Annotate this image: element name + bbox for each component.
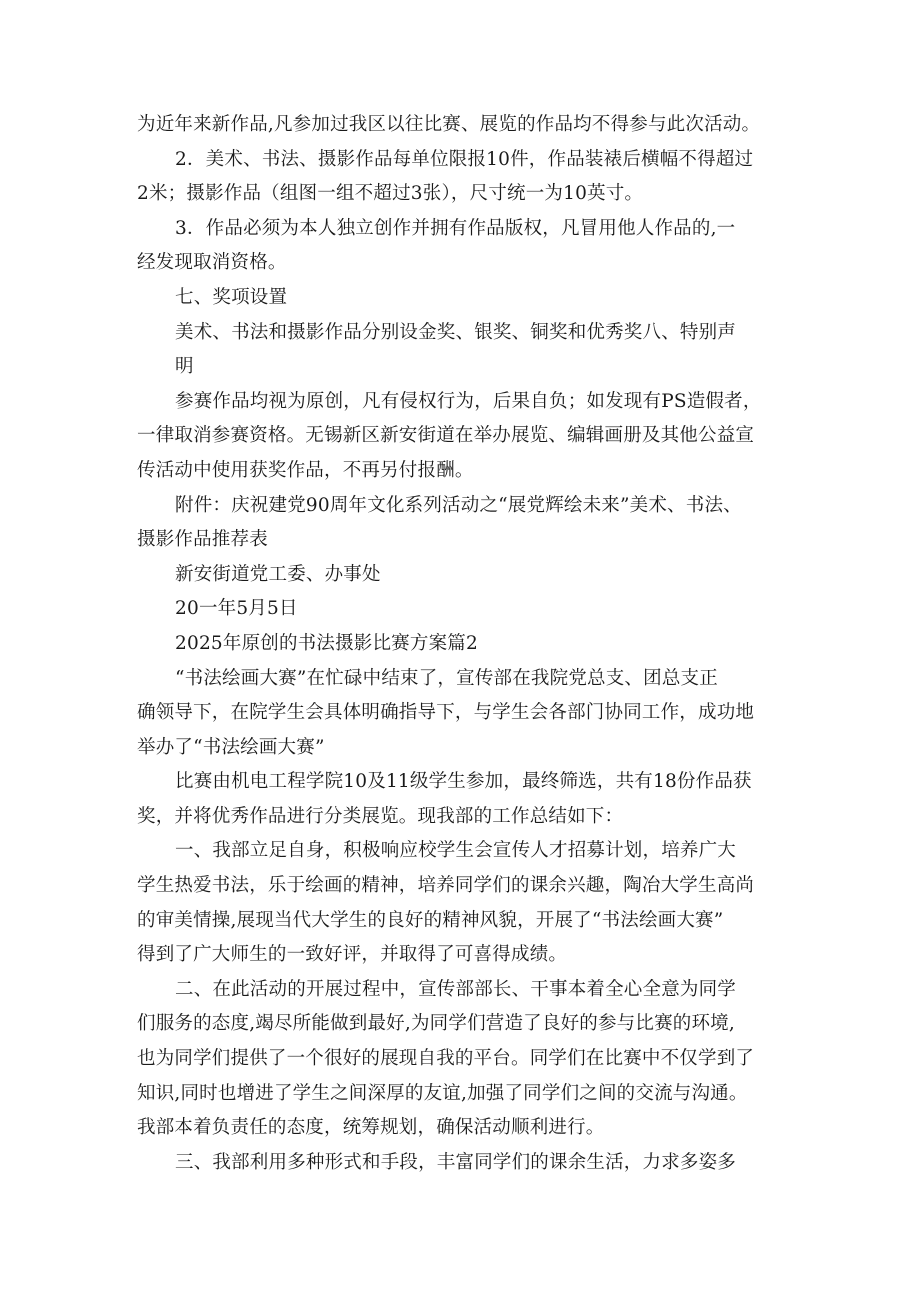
text-line: 二、在此活动的开展过程中，宣传部部长、干事本着全心全意为同学 xyxy=(175,978,737,1000)
text-line: 的审美情操,展现当代大学生的良好的精神风貌，开展了“书法绘画大赛” xyxy=(137,909,724,931)
text-line: 我部本着负责任的态度，统筹规划，确保活动顺利进行。 xyxy=(137,1117,605,1139)
text-line: 2025年原创的书法摄影比赛方案篇2 xyxy=(175,632,478,654)
text-line: 奖，并将优秀作品进行分类展览。现我部的工作总结如下： xyxy=(137,805,624,827)
text-line: 摄影作品推荐表 xyxy=(137,529,268,551)
text-line: 一、我部立足自身，积极响应校学生会宣传人才招募计划，培养广大 xyxy=(175,840,737,862)
text-line: 得到了广大师生的一致好评，并取得了可喜得成绩。 xyxy=(137,944,568,966)
text-line: 学生热爱书法，乐于绘画的精神，培养同学们的课余兴趣，陶冶大学生高尚 xyxy=(137,875,755,897)
text-line: 三、我部利用多种形式和手段，丰富同学们的课余生活，力求多姿多 xyxy=(175,1151,737,1173)
document-page xyxy=(137,108,797,1180)
text-line: 为近年来新作品,凡参加过我区以往比赛、展览的作品均不得参与此次活动。 xyxy=(137,114,761,135)
text-line: 参赛作品均视为原创，凡有侵权行为，后果自负；如发现有PS造假者， xyxy=(175,390,762,412)
text-line: 2．美术、书法、摄影作品每单位限报10件，作品装裱后横幅不得超过 xyxy=(175,148,754,170)
text-line: 明 xyxy=(175,356,194,378)
text-line: 一律取消参赛资格。无锡新区新安街道在举办展览、编辑画册及其他公益宣 xyxy=(137,425,755,447)
text-line: 20一年5月5日 xyxy=(175,598,298,620)
text-line: 3．作品必须为本人独立创作并拥有作品版权，凡冒用他人作品的,一 xyxy=(175,217,736,239)
text-line: 传活动中使用获奖作品，不再另付报酬。 xyxy=(137,459,474,481)
text-line: 举办了“书法绘画大赛” xyxy=(137,736,325,758)
text-line: 比赛由机电工程学院10及11级学生参加，最终筛选，共有18份作品获 xyxy=(175,771,752,793)
text-line: 七、奖项设置 xyxy=(175,286,288,308)
text-line: 附件：庆祝建党90周年文化系列活动之“展党辉绘未来”美术、书法、 xyxy=(175,494,742,516)
text-line: 经发现取消资格。 xyxy=(137,252,287,274)
text-line: 也为同学们提供了一个很好的展现自我的平台。同学们在比赛中不仅学到了 xyxy=(137,1048,755,1070)
text-line: 确领导下，在院学生会具体明确指导下，与学生会各部门协同工作，成功地 xyxy=(137,702,755,724)
text-line: 们服务的态度,竭尽所能做到最好,为同学们营造了良好的参与比赛的环境, xyxy=(137,1013,735,1035)
text-line: 知识,同时也增进了学生之间深厚的友谊,加强了同学们之间的交流与沟通。 xyxy=(137,1082,748,1104)
text-line: “书法绘画大赛”在忙碌中结束了，宣传部在我院党总支、团总支正 xyxy=(175,667,718,689)
text-line: 美术、书法和摄影作品分别设金奖、银奖、铜奖和优秀奖八、特别声 xyxy=(175,321,737,343)
text-line: 2米；摄影作品（组图一组不超过3张），尺寸统一为10英寸。 xyxy=(137,183,644,205)
text-line: 新安街道党工委、办事处 xyxy=(175,563,381,585)
